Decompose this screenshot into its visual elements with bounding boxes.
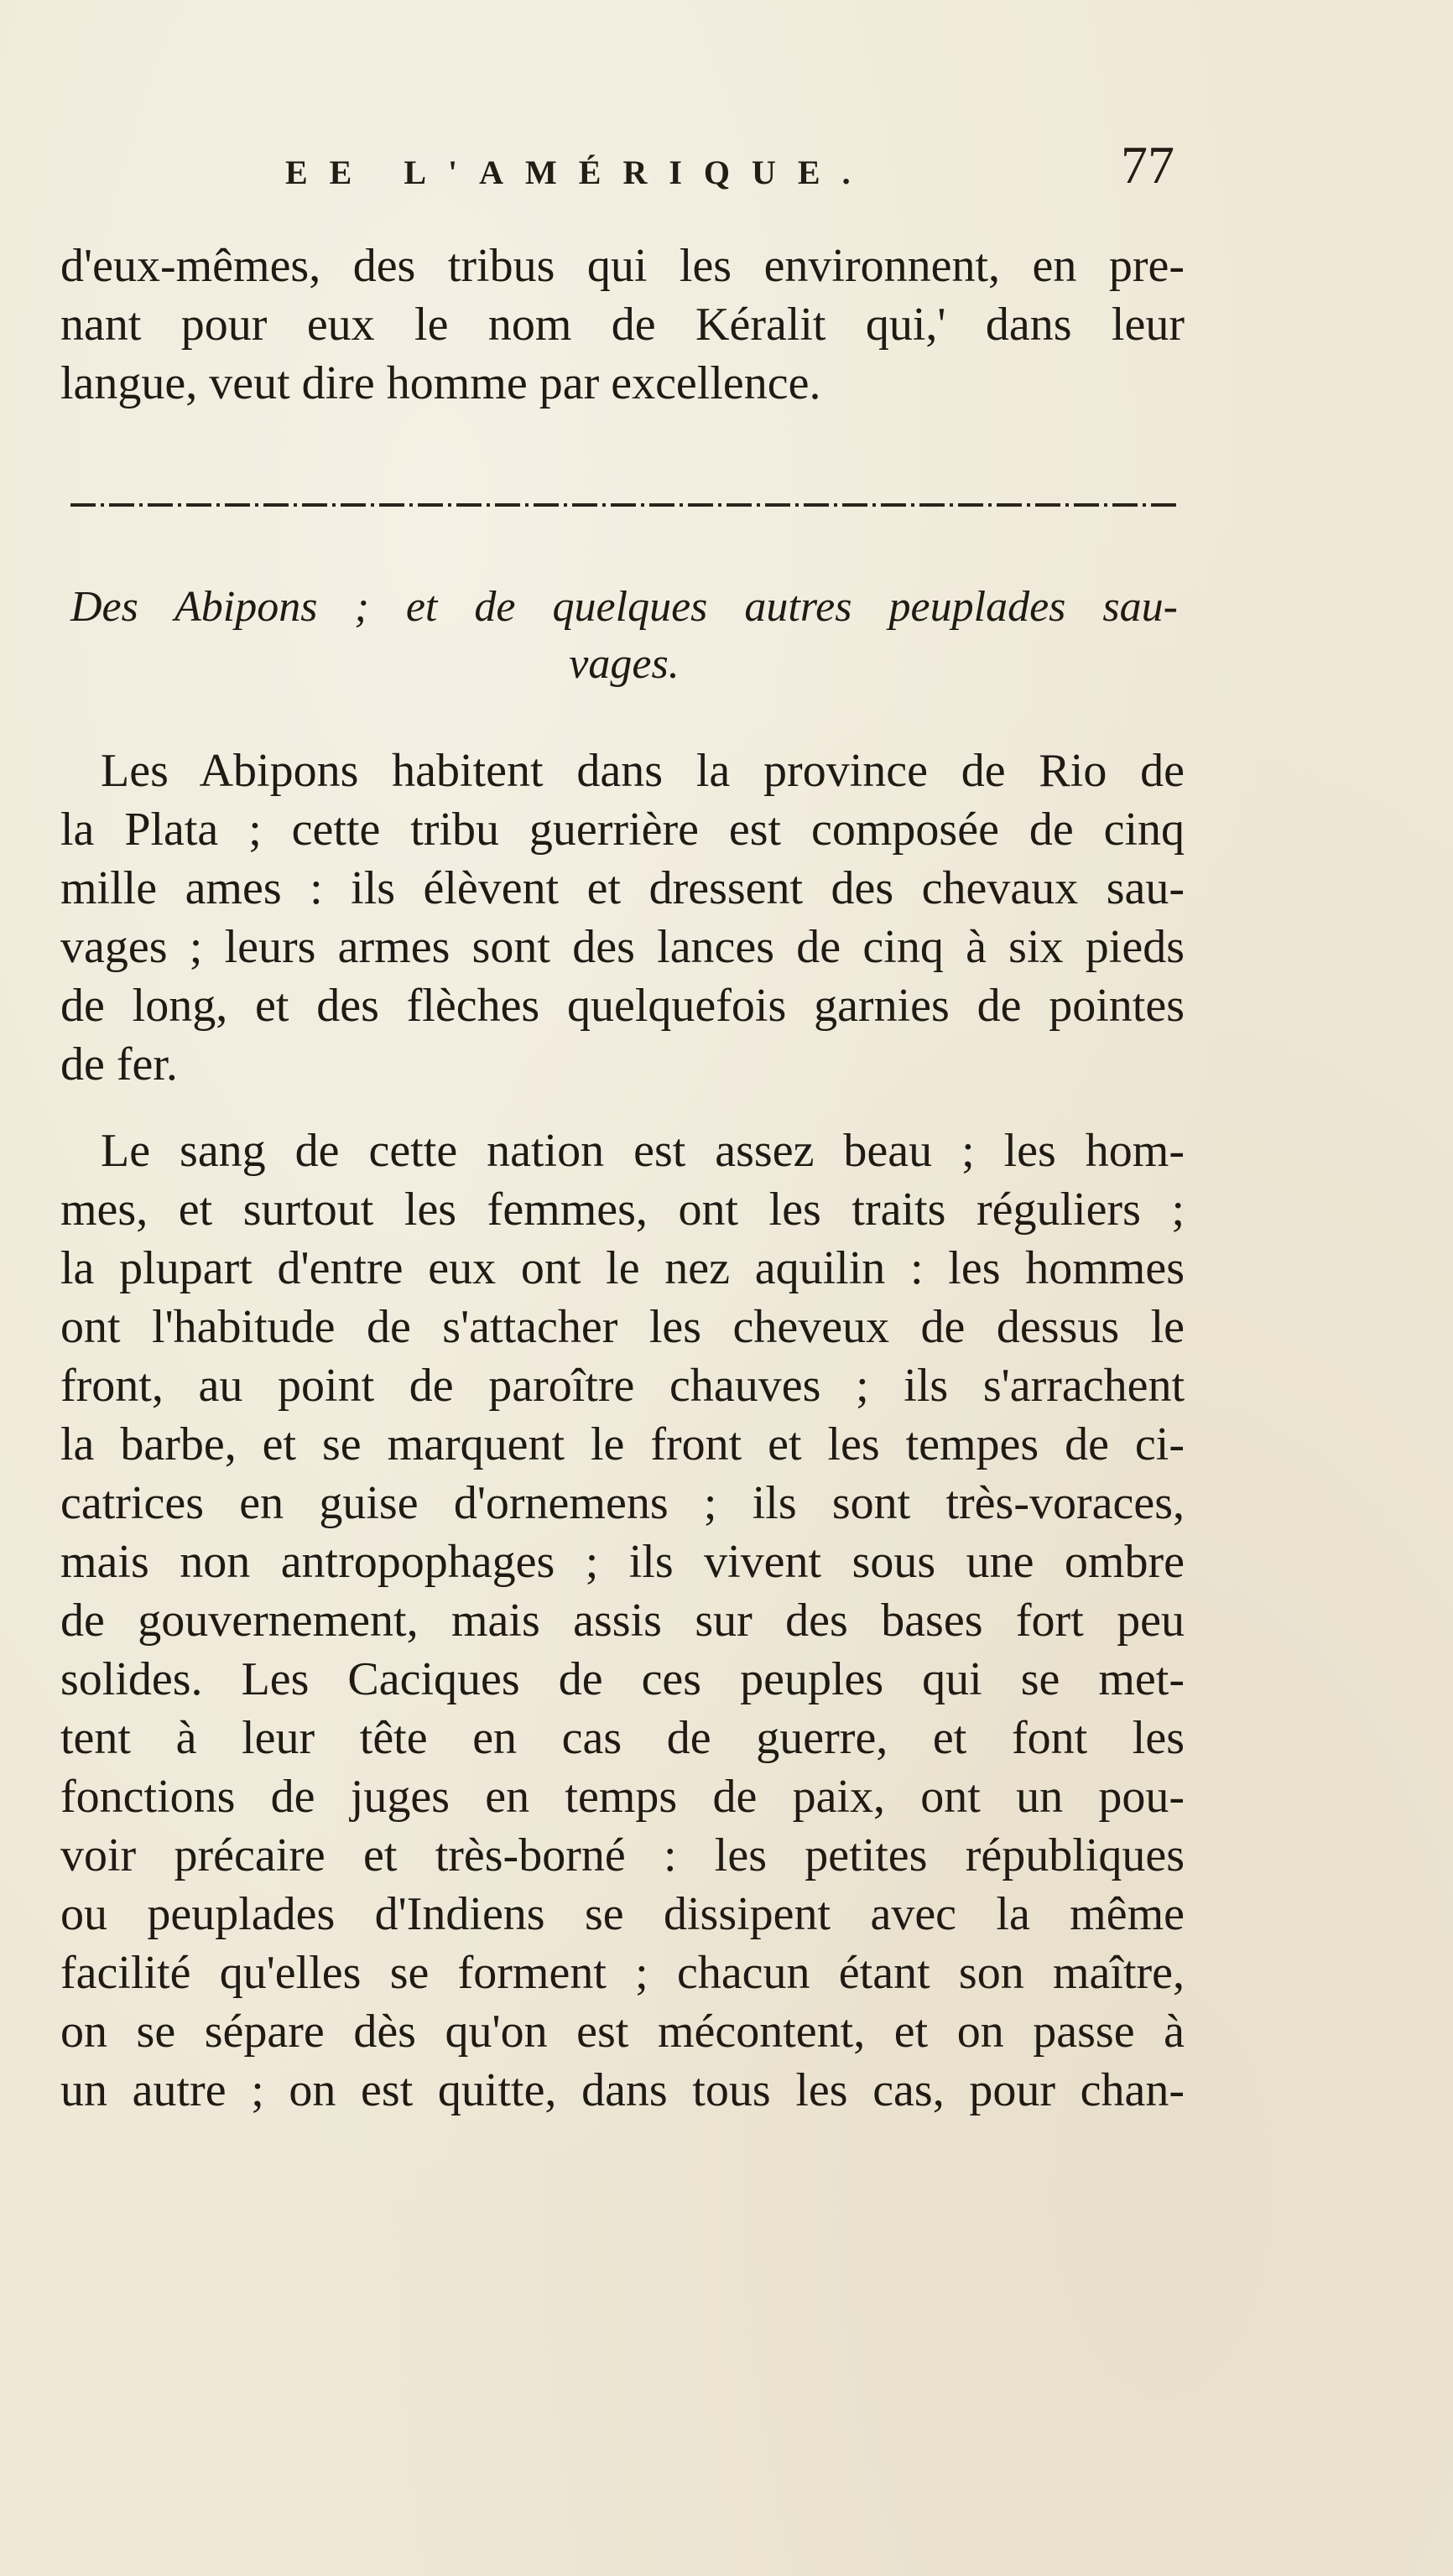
paragraph — [60, 742, 1185, 1094]
text-line: vages ; leurs armes sont des lances de cinq à six pieds — [60, 921, 1185, 973]
text-line: on se sépare dès qu'on est mécontent, et on passe à — [60, 2006, 1185, 2058]
text-line: la plupart d'entre eux ont le nez aquilin : les hommes — [60, 1242, 1185, 1294]
section-title — [70, 579, 1178, 693]
text-line: Le sang de cette nation est assez beau ; les hom- — [101, 1125, 1185, 1177]
section-title-line: vages. — [569, 640, 680, 688]
paragraph-continuation — [60, 237, 1185, 413]
text-line: Les Abipons habitent dans la province de Rio de — [101, 745, 1185, 797]
text-line: un autre ; on est quitte, dans tous les cas, pour chan- — [60, 2064, 1185, 2116]
text-line: tent à leur tête en cas de guerre, et font les — [60, 1712, 1185, 1764]
text-line: de fer. — [60, 1038, 178, 1090]
paragraph — [60, 1121, 1185, 2120]
text-line: nant pour eux le nom de Kéralit qui,' dans leur — [60, 299, 1185, 351]
text-line: voir précaire et très-borné : les petites républiques — [60, 1829, 1185, 1881]
text-line: catrices en guise d'ornemens ; ils sont très-voraces, — [60, 1477, 1185, 1529]
text-line: la barbe, et se marquent le front et les tempes de ci- — [60, 1418, 1185, 1470]
section-title-line: Des Abipons ; et de quelques autres peuplades sau- — [70, 583, 1178, 631]
text-line: mais non antropophages ; ils vivent sous une ombre — [60, 1536, 1185, 1588]
section-divider-rule — [70, 501, 1178, 509]
page-number: 77 — [1121, 135, 1174, 195]
text-line: de gouvernement, mais assis sur des bases fort peu — [60, 1595, 1185, 1647]
text-line: d'eux-mêmes, des tribus qui les environnent, en pre- — [60, 240, 1185, 292]
running-head: EE L'AMÉRIQUE. — [285, 154, 872, 191]
text-line: ont l'habitude de s'attacher les cheveux de dessus le — [60, 1301, 1185, 1353]
text-line: solides. Les Caciques de ces peuples qui se met- — [60, 1653, 1185, 1705]
text-line: fonctions de juges en temps de paix, ont un pou- — [60, 1771, 1185, 1823]
text-line: langue, veut dire homme par excellence. — [60, 357, 821, 409]
text-line: mille ames : ils élèvent et dressent des chevaux sau- — [60, 862, 1185, 914]
text-line: mes, et surtout les femmes, ont les traits réguliers ; — [60, 1184, 1185, 1236]
text-line: front, au point de paroître chauves ; ils s'arrachent — [60, 1360, 1185, 1412]
text-line: facilité qu'elles se forment ; chacun étant son maître, — [60, 1947, 1185, 1999]
text-line: de long, et des flèches quelquefois garnies de pointes — [60, 980, 1185, 1032]
text-line: la Plata ; cette tribu guerrière est composée de cinq — [60, 804, 1185, 856]
text-line: ou peuplades d'Indiens se dissipent avec la même — [60, 1888, 1185, 1940]
page-header — [285, 134, 1174, 210]
